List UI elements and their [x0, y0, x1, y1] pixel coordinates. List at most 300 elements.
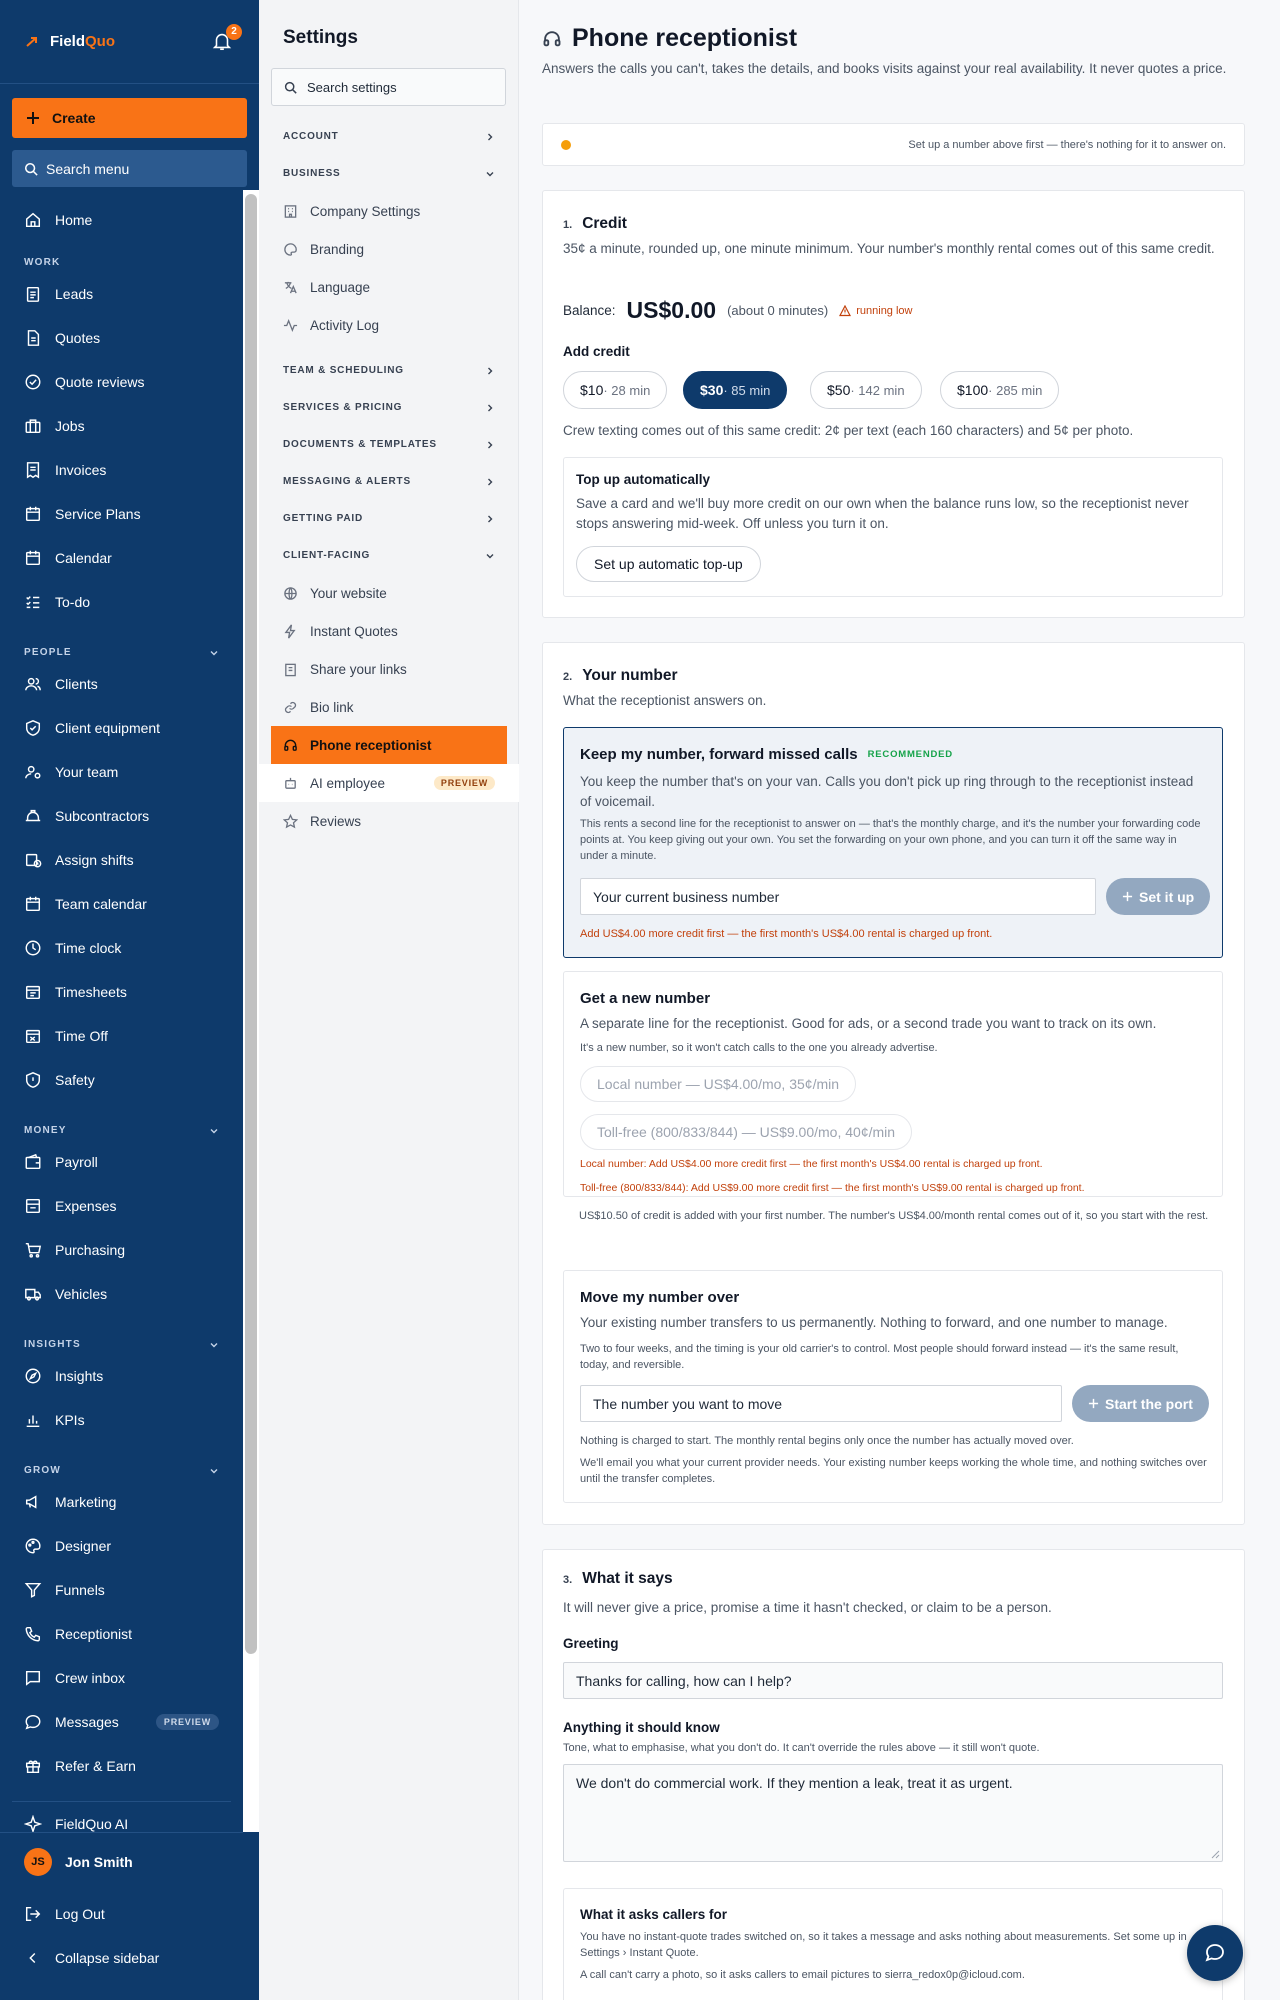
option-minutes: · 28 min — [603, 382, 651, 398]
asks-callers-description: You have no instant-quote trades switched on, so it takes a message and asks nothing about measurements. Set some up in Settings › Instant Quote. — [580, 1931, 1187, 1959]
nav-marketing[interactable] — [0, 1480, 243, 1524]
nav-insights[interactable] — [0, 1354, 243, 1398]
option-amount: $50 — [827, 382, 851, 398]
option-minutes: · 142 min — [850, 382, 905, 398]
number-title: Your number — [582, 667, 678, 684]
create-label: Create — [52, 110, 96, 126]
nav-receptionist-label: Receptionist — [55, 1626, 133, 1642]
nav-leads[interactable] — [0, 272, 243, 316]
nav-expenses[interactable] — [0, 1184, 243, 1228]
chevron-right-icon — [485, 440, 495, 450]
nav-jobs-label: Jobs — [55, 418, 85, 434]
nav-calendar-label: Calendar — [55, 550, 112, 566]
search-icon — [24, 162, 38, 176]
settings-group-client-facing[interactable] — [259, 537, 519, 574]
says-description: It will never give a price, promise a time it hasn't checked, or claim to be a person. — [563, 1600, 1052, 1615]
item-label: Phone receptionist — [310, 737, 432, 753]
item-label: Bio link — [310, 699, 354, 715]
what-it-says-card — [542, 1549, 1245, 2000]
nav-designer[interactable] — [0, 1524, 243, 1568]
nav-quotes[interactable] — [0, 316, 243, 360]
shield-check-icon — [24, 719, 42, 737]
nav-leads-label: Leads — [55, 286, 94, 302]
auto-topup-box — [563, 457, 1223, 597]
option-minutes: · 285 min — [988, 382, 1043, 398]
knowledge-textarea[interactable] — [563, 1764, 1223, 1862]
chevron-down-icon — [209, 1340, 219, 1350]
nav-funnels-label: Funnels — [55, 1582, 105, 1598]
nav-vehicles-label: Vehicles — [55, 1286, 108, 1302]
auto-topup-description: Save a card and we'll buy more credit on our own when the balance runs low, so the receptionist never stops answering mid-week. Off unless you turn it on. — [576, 496, 1189, 531]
chevron-down-icon — [209, 648, 219, 658]
group-label: MESSAGING & ALERTS — [283, 476, 411, 487]
current-number-placeholder: Your current business number — [593, 888, 780, 905]
item-label: Instant Quotes — [310, 623, 398, 639]
nav-calendar[interactable] — [0, 536, 243, 580]
nav-home[interactable] — [0, 198, 243, 242]
nav-client-equipment-label: Client equipment — [55, 720, 161, 736]
credit-option-50[interactable] — [810, 371, 922, 409]
group-label: ACCOUNT — [283, 131, 339, 142]
section-grow-label: GROW — [24, 1465, 62, 1476]
settings-item-your-website[interactable] — [259, 574, 519, 612]
collapse-label: Collapse sidebar — [55, 1950, 160, 1966]
plus-icon — [1122, 891, 1133, 902]
settings-nav — [259, 0, 519, 2000]
keep-number-warning: Add US$4.00 more credit first — the first month's US$4.00 rental is charged up front. — [580, 928, 993, 940]
says-title: What it says — [582, 1570, 673, 1587]
item-label: Activity Log — [310, 317, 380, 333]
cart-icon — [24, 1241, 42, 1259]
app-logo[interactable] — [24, 33, 115, 50]
sparkle-icon — [24, 1815, 42, 1833]
nav-kpis-label: KPIs — [55, 1412, 85, 1428]
sidebar-scroll-thumb[interactable] — [245, 194, 257, 1654]
credit-option-100[interactable] — [940, 371, 1059, 409]
option-amount: $30 — [700, 382, 724, 398]
settings-item-reviews[interactable] — [259, 802, 519, 840]
settings-title: Settings — [283, 27, 358, 48]
sidebar-scrollbar[interactable] — [243, 190, 259, 1832]
credit-option-30[interactable] — [683, 371, 787, 409]
resize-handle-icon[interactable] — [1211, 1850, 1220, 1859]
sidebar-nav-scroll — [0, 190, 259, 1832]
knowledge-hint: Tone, what to emphasise, what you don't do. It can't override the rules above — it still won't quote. — [563, 1742, 1040, 1754]
globe-icon — [283, 586, 298, 601]
nav-purchasing-label: Purchasing — [55, 1242, 126, 1258]
wallet-icon — [24, 1153, 42, 1171]
section-money-label: MONEY — [24, 1125, 67, 1136]
clock-icon — [24, 939, 42, 957]
app-name-part2: Quo — [85, 33, 116, 50]
hardhat-icon — [24, 807, 42, 825]
says-heading — [563, 1570, 673, 1588]
star-icon — [283, 814, 298, 829]
keep-number-option[interactable] — [563, 727, 1223, 958]
funnel-icon — [24, 1581, 42, 1599]
asks-callers-title: What it asks callers for — [580, 1907, 728, 1922]
create-button[interactable] — [12, 98, 247, 138]
logout-icon — [24, 1905, 42, 1923]
chevron-down-icon — [485, 169, 495, 179]
avatar: JS — [24, 1848, 52, 1876]
nav-crew-inbox[interactable] — [0, 1656, 243, 1700]
nav-time-off[interactable] — [0, 1014, 243, 1058]
chevron-down-icon — [209, 1126, 219, 1136]
settings-item-language[interactable] — [259, 268, 519, 306]
section-people[interactable] — [0, 624, 243, 662]
current-number-input[interactable] — [580, 878, 1096, 915]
item-label: Your website — [310, 585, 387, 601]
credit-option-10[interactable] — [563, 371, 667, 409]
asks-callers-photo-note: A call can't carry a photo, so it asks callers to email pictures to sierra_redox0p@icloud.com. — [580, 1969, 1025, 1981]
chevron-down-icon — [209, 1466, 219, 1476]
start-port-button[interactable] — [1072, 1385, 1209, 1422]
activity-icon — [283, 318, 298, 333]
nav-crew-inbox-label: Crew inbox — [55, 1670, 126, 1686]
nav-your-team[interactable] — [0, 750, 243, 794]
sidebar-footer — [0, 1890, 259, 2000]
status-dot — [561, 140, 571, 150]
sidebar-header — [0, 0, 259, 84]
nav-expenses-label: Expenses — [55, 1198, 117, 1214]
settings-group-team[interactable] — [259, 352, 519, 389]
section-work — [0, 242, 243, 272]
auto-topup-button[interactable]: Set up automatic top-up — [576, 546, 761, 582]
number-heading — [563, 667, 678, 685]
new-number-title: Get a new number — [580, 990, 711, 1007]
link-icon — [283, 700, 298, 715]
group-label: GETTING PAID — [283, 513, 363, 524]
item-label: Share your links — [310, 661, 407, 677]
spacer — [259, 344, 519, 352]
lightning-icon — [283, 624, 298, 639]
settings-item-ai-employee[interactable] — [259, 764, 519, 802]
preview-badge: PREVIEW — [156, 1714, 219, 1730]
chevron-right-icon — [485, 514, 495, 524]
port-charge-note: Nothing is charged to start. The monthly rental begins only once the number has actually moved over. — [580, 1435, 1074, 1447]
group-label: DOCUMENTS & TEMPLATES — [283, 439, 437, 450]
port-number-title: Move my number over — [580, 1289, 740, 1306]
group-label: CLIENT-FACING — [283, 550, 371, 561]
nav-assign-shifts-label: Assign shifts — [55, 852, 134, 868]
greeting-input[interactable] — [563, 1662, 1223, 1699]
nav-timesheets[interactable] — [0, 970, 243, 1014]
settings-item-group — [259, 764, 519, 802]
setup-banner — [542, 123, 1245, 166]
local-number-option[interactable]: Local number — US$4.00/mo, 35¢/min — [580, 1066, 856, 1102]
calendar-off-icon — [24, 1027, 42, 1045]
logo-icon — [24, 34, 40, 50]
nav-quote-reviews[interactable] — [0, 360, 243, 404]
add-credit-label: Add credit — [563, 344, 630, 359]
megaphone-icon — [24, 1493, 42, 1511]
knowledge-value: We don't do commercial work. If they mention a leak, treat it as urgent. — [576, 1775, 1013, 1791]
nav-team-calendar[interactable] — [0, 882, 243, 926]
chevron-right-icon — [485, 403, 495, 413]
nav-jobs[interactable] — [0, 404, 243, 448]
chevron-right-icon — [485, 366, 495, 376]
asks-callers-box — [563, 1888, 1223, 2000]
port-number-placeholder: The number you want to move — [593, 1395, 783, 1412]
nav-messages[interactable] — [0, 1700, 243, 1744]
group-label: BUSINESS — [283, 168, 341, 179]
calendar-clock-icon — [24, 851, 42, 869]
chevron-right-icon — [485, 477, 495, 487]
nav-assign-shifts[interactable] — [0, 838, 243, 882]
group-label: SERVICES & PRICING — [283, 402, 403, 413]
nav-safety-label: Safety — [55, 1072, 95, 1088]
nav-clients-label: Clients — [55, 676, 98, 692]
briefcase-icon — [24, 417, 42, 435]
nav-todo[interactable] — [0, 580, 243, 624]
nav-invoices[interactable] — [0, 448, 243, 492]
item-label: AI employee — [310, 775, 386, 791]
number-card — [542, 642, 1245, 1525]
chevron-left-icon — [24, 1949, 42, 1967]
page-title — [542, 24, 797, 53]
nav-service-plans[interactable] — [0, 492, 243, 536]
section-insights[interactable] — [0, 1316, 243, 1354]
settings-item-share-links[interactable] — [259, 650, 519, 688]
balance-label: Balance: — [563, 303, 616, 318]
nav-invoices-label: Invoices — [55, 462, 107, 478]
section-number: 3. — [563, 1574, 573, 1586]
document-icon — [24, 329, 42, 347]
plus-icon — [26, 111, 40, 125]
credit-card — [542, 190, 1245, 618]
building-icon — [283, 204, 298, 219]
palette-icon — [24, 1537, 42, 1555]
search-settings-placeholder: Search settings — [307, 79, 397, 95]
item-label: Language — [310, 279, 371, 295]
users-icon — [24, 675, 42, 693]
app-name-part1: Field — [50, 33, 86, 50]
settings-item-bio-link[interactable] — [259, 688, 519, 726]
palette-icon — [283, 242, 298, 257]
nav-designer-label: Designer — [55, 1538, 112, 1554]
nav-refer-earn[interactable] — [0, 1744, 243, 1788]
nav-messages-label: Messages — [55, 1714, 119, 1730]
search-menu-input[interactable] — [12, 150, 247, 187]
balance-row — [563, 297, 913, 324]
main-sidebar — [0, 0, 259, 2000]
chart-icon — [24, 1411, 42, 1429]
invoice-icon — [24, 461, 42, 479]
new-number-option[interactable] — [563, 971, 1223, 1197]
robot-icon — [283, 776, 298, 791]
item-label: Company Settings — [310, 203, 421, 219]
nav-kpis[interactable] — [0, 1398, 243, 1442]
new-number-detail: It's a new number, so it won't catch calls to the one you already advertise. — [580, 1042, 938, 1054]
nav-team-calendar-label: Team calendar — [55, 896, 147, 912]
nav-quote-reviews-label: Quote reviews — [55, 374, 145, 390]
settings-item-branding[interactable] — [259, 230, 519, 268]
recommended-badge: RECOMMENDED — [867, 749, 953, 760]
check-circle-icon — [24, 373, 42, 391]
nav-insights-label: Insights — [55, 1368, 104, 1384]
settings-group-getting-paid[interactable] — [259, 500, 519, 537]
item-label: Branding — [310, 241, 365, 257]
keep-number-heading — [580, 746, 953, 763]
chat-bubble-icon — [24, 1713, 42, 1731]
balance-minutes: (about 0 minutes) — [727, 303, 829, 318]
list-check-icon — [24, 593, 42, 611]
chat-button[interactable] — [1187, 1925, 1243, 1981]
notification-badge: 2 — [226, 24, 242, 40]
headset-icon — [542, 29, 562, 49]
nav-vehicles[interactable] — [0, 1272, 243, 1316]
nav-quotes-label: Quotes — [55, 330, 101, 346]
nav-clients[interactable] — [0, 662, 243, 706]
setup-banner-text: Set up a number above first — there's nothing for it to answer on. — [908, 138, 1226, 151]
gift-icon — [24, 1757, 42, 1775]
nav-time-clock-label: Time clock — [55, 940, 122, 956]
balance-value: US$0.00 — [626, 297, 717, 323]
chat-bubble-icon — [1203, 1941, 1227, 1965]
chevron-down-icon — [485, 551, 495, 561]
shield-icon — [24, 1071, 42, 1089]
plus-icon — [1088, 1398, 1099, 1409]
main-content — [519, 0, 1280, 2000]
user-cog-icon — [24, 763, 42, 781]
search-settings-input[interactable] — [271, 68, 506, 106]
collapse-sidebar-button[interactable] — [0, 1936, 259, 1980]
option-minutes: · 85 min — [723, 382, 771, 398]
nav-receptionist[interactable] — [0, 1612, 243, 1656]
nav-payroll[interactable] — [0, 1140, 243, 1184]
nav-your-team-label: Your team — [55, 764, 119, 780]
search-icon — [284, 81, 297, 94]
port-number-detail: Two to four weeks, and the timing is your old carrier's to control. Most people should forward instead — it's the same result, today, and reversible. — [580, 1343, 1179, 1371]
port-number-option[interactable] — [563, 1270, 1223, 1503]
search-menu-placeholder: Search menu — [46, 160, 130, 177]
port-number-description: Your existing number transfers to us permanently. Nothing to forward, and one number to manage. — [580, 1315, 1168, 1330]
port-number-input[interactable] — [580, 1385, 1062, 1422]
new-number-description: A separate line for the receptionist. Good for ads, or a second trade you want to track on its own. — [580, 1016, 1157, 1031]
logout-label: Log Out — [55, 1906, 105, 1922]
nav-safety[interactable] — [0, 1058, 243, 1102]
calendar-icon — [24, 895, 42, 913]
toll-free-option[interactable]: Toll-free (800/833/844) — US$9.00/mo, 40¢/min — [580, 1114, 912, 1150]
page-title-text: Phone receptionist — [572, 24, 798, 52]
group-label: TEAM & SCHEDULING — [283, 365, 404, 376]
section-grow[interactable] — [0, 1442, 243, 1480]
logout-button[interactable] — [0, 1892, 259, 1936]
toll-free-warning: Toll-free (800/833/844): Add US$9.00 more credit first — the first month's US$9.00 rental is charged up front. — [580, 1182, 1085, 1194]
compass-icon — [24, 1367, 42, 1385]
translate-icon — [283, 280, 298, 295]
section-money[interactable] — [0, 1102, 243, 1140]
receipt-icon — [24, 1197, 42, 1215]
warning-icon — [839, 305, 851, 317]
nav-subcontractors-label: Subcontractors — [55, 808, 150, 824]
nav-fieldquo-ai-label: FieldQuo AI — [55, 1816, 129, 1832]
headset-icon — [283, 738, 298, 753]
home-icon — [24, 211, 42, 229]
sidebar-divider — [12, 1788, 231, 1802]
nav-time-off-label: Time Off — [55, 1028, 108, 1044]
user-profile[interactable] — [0, 1832, 243, 1890]
nav-timesheets-label: Timesheets — [55, 984, 127, 1000]
section-people-label: PEOPLE — [24, 647, 72, 658]
knowledge-label: Anything it should know — [563, 1720, 720, 1735]
nav-todo-label: To-do — [55, 594, 91, 610]
nav-client-equipment[interactable] — [0, 706, 243, 750]
option-amount: $100 — [957, 382, 989, 398]
credit-title: Credit — [582, 215, 627, 232]
phone-icon — [24, 1625, 42, 1643]
section-work-label: WORK — [24, 257, 61, 268]
nav-funnels[interactable] — [0, 1568, 243, 1612]
keep-number-detail: This rents a second line for the receptionist to answer on — that's the monthly charge, and it's the number your forwarding code points at. You keep giving out your own. You set the forwarding on your own phone, and you can turn it off the same way in under a minute. — [580, 818, 1201, 862]
section-number: 1. — [563, 219, 573, 231]
calendar-repeat-icon — [24, 505, 42, 523]
settings-group-business[interactable] — [259, 155, 519, 192]
nav-payroll-label: Payroll — [55, 1154, 98, 1170]
item-label: Reviews — [310, 813, 362, 829]
auto-topup-title: Top up automatically — [576, 472, 711, 487]
clipboard-icon — [283, 662, 298, 677]
nav-purchasing[interactable] — [0, 1228, 243, 1272]
greeting-label: Greeting — [563, 1636, 619, 1651]
start-port-label: Start the port — [1105, 1395, 1193, 1412]
set-it-up-button[interactable] — [1106, 878, 1210, 915]
nav-marketing-label: Marketing — [55, 1494, 117, 1510]
nav-home-label: Home — [55, 212, 93, 228]
settings-item-phone-receptionist[interactable] — [271, 726, 507, 764]
settings-group-services[interactable] — [259, 389, 519, 426]
preview-badge: PREVIEW — [434, 776, 495, 790]
page-description: Answers the calls you can't, takes the details, and books visits against your real availability. It never quotes a price. — [542, 61, 1227, 76]
nav-refer-earn-label: Refer & Earn — [55, 1758, 136, 1774]
settings-group-account[interactable] — [259, 118, 519, 155]
local-number-warning: Local number: Add US$4.00 more credit first — the first month's US$4.00 rental is charged up front. — [580, 1158, 1043, 1170]
chevron-right-icon — [485, 132, 495, 142]
settings-item-instant-quotes[interactable] — [259, 612, 519, 650]
option-amount: $10 — [580, 382, 604, 398]
running-low-text: running low — [856, 304, 913, 317]
user-name: Jon Smith — [65, 1853, 133, 1870]
credit-description: 35¢ a minute, rounded up, one minute minimum. Your number's monthly rental comes out of this same credit. — [563, 241, 1215, 256]
settings-group-documents[interactable] — [259, 426, 519, 463]
nav-time-clock[interactable] — [0, 926, 243, 970]
credit-heading — [563, 215, 627, 233]
settings-group-messaging[interactable] — [259, 463, 519, 500]
sidebar-nav — [0, 190, 243, 1846]
settings-item-company-settings[interactable] — [259, 192, 519, 230]
clipboard-icon — [24, 285, 42, 303]
timesheet-icon — [24, 983, 42, 1001]
first-number-credit-note: US$10.50 of credit is added with your first number. The number's US$4.00/month rental comes out of it, so you start with the rest. — [579, 1210, 1209, 1222]
set-it-up-label: Set it up — [1139, 888, 1195, 905]
greeting-value: Thanks for calling, how can I help? — [576, 1672, 792, 1689]
texting-note: Crew texting comes out of this same credit: 2¢ per text (each 160 characters) and 5¢ per photo. — [563, 423, 1134, 438]
truck-icon — [24, 1285, 42, 1303]
port-email-note: We'll email you what your current provider needs. Your existing number keeps working the whole time, and nothing switches over until the transfer completes. — [580, 1457, 1207, 1485]
keep-number-title: Keep my number, forward missed calls — [580, 746, 858, 763]
keep-number-description: You keep the number that's on your van. Calls you don't pick up ring through to the receptionist instead of voicemail. — [580, 774, 1194, 809]
calendar-icon — [24, 549, 42, 567]
section-number: 2. — [563, 671, 573, 683]
number-description: What the receptionist answers on. — [563, 693, 767, 708]
chat-square-icon — [24, 1669, 42, 1687]
nav-service-plans-label: Service Plans — [55, 506, 141, 522]
section-insights-label: INSIGHTS — [24, 1339, 81, 1350]
nav-subcontractors[interactable] — [0, 794, 243, 838]
notifications-button[interactable] — [211, 25, 237, 54]
settings-item-activity-log[interactable] — [259, 306, 519, 344]
